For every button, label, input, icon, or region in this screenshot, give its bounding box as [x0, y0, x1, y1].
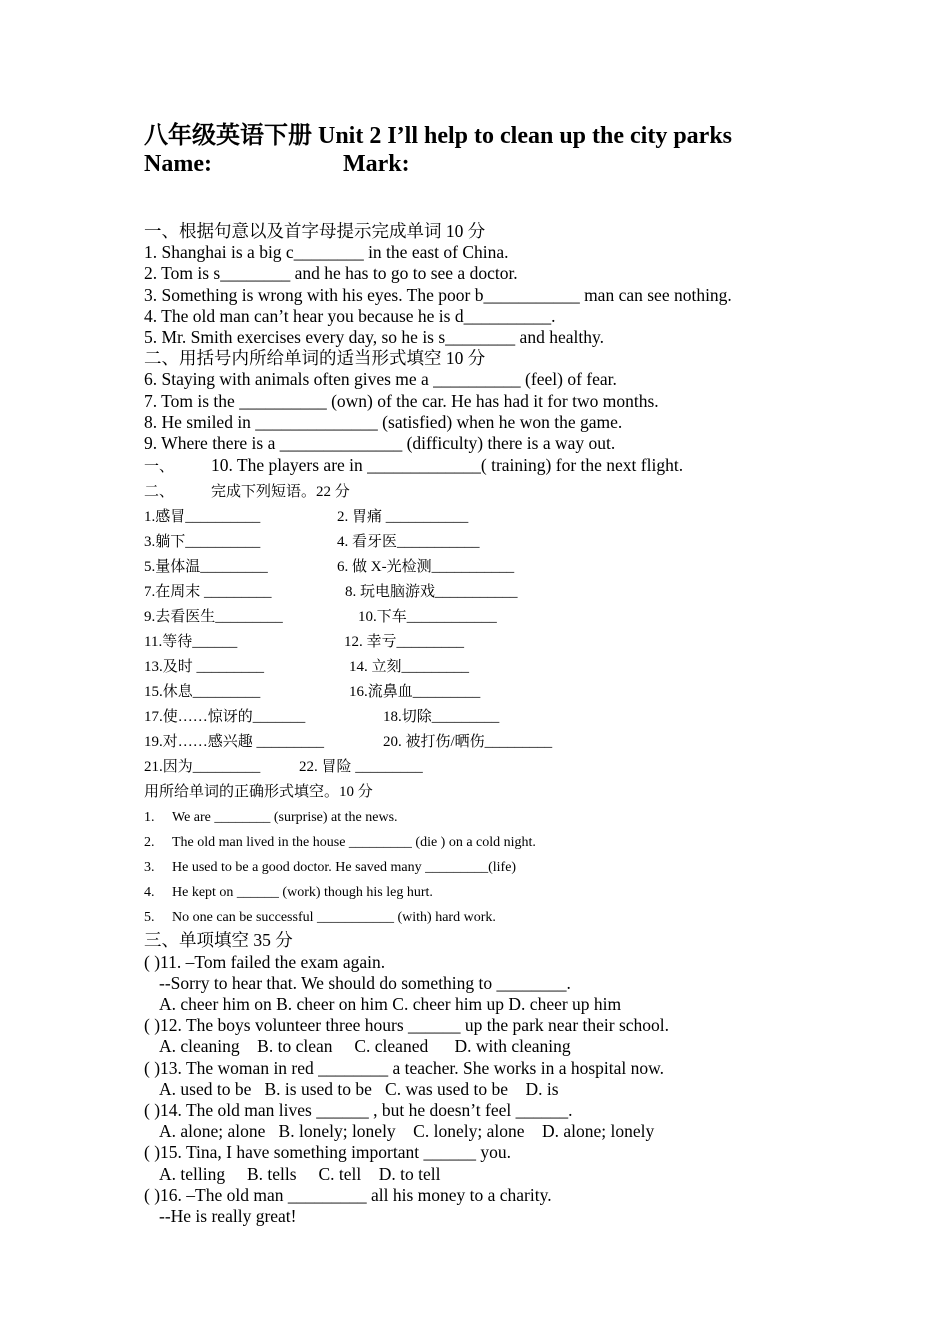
question-line: ( )12. The boys volunteer three hours ______ up the park near their school.	[144, 1015, 670, 1036]
question-line: ( )15. Tina, I have something important ______ you.	[144, 1142, 511, 1163]
question-line: 4. The old man can’t hear you because he is d__________.	[144, 305, 556, 326]
item-text: We are ________ (surprise) at the news.	[172, 810, 398, 826]
worksheet	[144, 122, 844, 1227]
item-number: 4.	[144, 885, 155, 901]
phrase-item: 15.休息_________	[144, 684, 261, 701]
section4-heading: 用所给单词的正确形式填空。10 分	[144, 784, 373, 801]
question-line: 7. Tom is the __________ (own) of the car. He has had it for two months.	[144, 390, 659, 411]
phrase-row	[144, 630, 844, 655]
name-label: Name:	[144, 151, 212, 177]
options-line: A. cheer him on B. cheer on him C. cheer him up D. cheer up him	[159, 994, 622, 1015]
phrase-item: 11.等待______	[144, 634, 238, 651]
question-line: --He is really great!	[159, 1206, 297, 1227]
section3-heading: 完成下列短语。22 分	[211, 484, 350, 501]
question-line: 9. Where there is a ______________ (difficulty) there is a way out.	[144, 433, 616, 454]
item-number: 2.	[144, 835, 155, 851]
phrase-row	[144, 655, 844, 680]
question-line: ( )11. –Tom failed the exam again.	[144, 951, 386, 972]
list-item	[144, 830, 844, 855]
item-number: 5.	[144, 910, 155, 926]
list-prefix: 二、	[144, 484, 175, 501]
phrase-row	[144, 680, 844, 705]
phrase-item: 21.因为_________	[144, 759, 261, 776]
phrase-item: 19.对……感兴趣 _________	[144, 734, 325, 751]
name-mark-row	[144, 150, 844, 178]
options-line: A. cleaning B. to clean C. cleaned D. with cleaning	[159, 1036, 571, 1057]
question-text: 10. The players are in _____________( training) for the next flight.	[211, 455, 684, 476]
item-text: No one can be successful ___________ (with) hard work.	[172, 910, 496, 926]
phrase-row	[144, 530, 844, 555]
phrase-row	[144, 705, 844, 730]
list-item	[144, 905, 844, 930]
question-line: 6. Staying with animals often gives me a __________ (feel) of fear.	[144, 369, 617, 390]
list-item	[144, 855, 844, 880]
list-prefix: 一、	[144, 459, 175, 476]
phrase-item: 16.流鼻血_________	[349, 684, 481, 701]
section2-heading: 二、用括号内所给单词的适当形式填空 10 分	[144, 348, 486, 369]
question-line: ( )13. The woman in red ________ a teacher. She works in a hospital now.	[144, 1057, 665, 1078]
list-item	[144, 880, 844, 905]
phrase-item: 9.去看医生_________	[144, 609, 283, 626]
item-number: 3.	[144, 860, 155, 876]
phrase-item: 1.感冒__________	[144, 509, 261, 526]
phrase-row	[144, 555, 844, 580]
item-text: The old man lived in the house _________ (die ) on a cold night.	[172, 835, 536, 851]
section1-heading: 一、根据句意以及首字母提示完成单词 10 分	[144, 221, 486, 241]
section5-heading: 三、单项填空 35 分	[144, 930, 293, 951]
section3-heading-row	[144, 480, 844, 505]
phrase-item: 5.量体温_________	[144, 559, 268, 576]
phrase-item: 18.切除_________	[383, 709, 500, 726]
phrase-item: 12. 幸亏_________	[344, 634, 465, 651]
phrase-item: 6. 做 X-光检测___________	[337, 559, 515, 576]
phrase-row	[144, 505, 844, 530]
question-line: --Sorry to hear that. We should do something to ________.	[159, 972, 571, 993]
phrase-item: 3.躺下__________	[144, 534, 261, 551]
item-text: He used to be a good doctor. He saved many _________(life)	[172, 860, 517, 876]
question-line: 3. Something is wrong with his eyes. The poor b___________ man can see nothing.	[144, 284, 732, 305]
phrase-item: 13.及时 _________	[144, 659, 265, 676]
question-line: 8. He smiled in ______________ (satisfied) when he won the game.	[144, 411, 623, 432]
phrase-item: 10.下车____________	[358, 609, 497, 626]
phrase-item: 8. 玩电脑游戏___________	[345, 584, 518, 601]
phrase-item: 20. 被打伤/晒伤_________	[383, 734, 553, 751]
options-line: A. used to be B. is used to be C. was used to be D. is	[159, 1078, 559, 1099]
question-line: ( )14. The old man lives ______ , but he doesn’t feel ______.	[144, 1100, 573, 1121]
question-line: 1. Shanghai is a big c________ in the east of China.	[144, 242, 509, 263]
phrase-item: 2. 胃痛 ___________	[337, 509, 469, 526]
phrase-item: 22. 冒险 _________	[299, 759, 423, 776]
phrase-row	[144, 755, 844, 780]
options-line: A. telling B. tells C. tell D. to tell	[159, 1163, 441, 1184]
question-line: ( )16. –The old man _________ all his money to a charity.	[144, 1184, 552, 1205]
phrase-item: 7.在周末 _________	[144, 584, 272, 601]
page-title: 八年级英语下册 Unit 2 I’ll help to clean up the city parks	[144, 123, 733, 149]
question-line	[144, 455, 844, 478]
phrase-item: 17.使……惊讶的_______	[144, 709, 306, 726]
phrase-item: 4. 看牙医___________	[337, 534, 480, 551]
phrase-row	[144, 730, 844, 755]
phrase-item: 14. 立刻_________	[349, 659, 470, 676]
question-line: 5. Mr. Smith exercises every day, so he is s________ and healthy.	[144, 327, 604, 348]
question-line: 2. Tom is s________ and he has to go to see a doctor.	[144, 263, 518, 284]
mark-label: Mark:	[343, 151, 410, 177]
phrase-row	[144, 605, 844, 630]
options-line: A. alone; alone B. lonely; lonely C. lonely; alone D. alone; lonely	[159, 1121, 655, 1142]
item-text: He kept on ______ (work) though his leg hurt.	[172, 885, 433, 901]
phrase-row	[144, 580, 844, 605]
item-number: 1.	[144, 810, 155, 826]
list-item	[144, 805, 844, 830]
